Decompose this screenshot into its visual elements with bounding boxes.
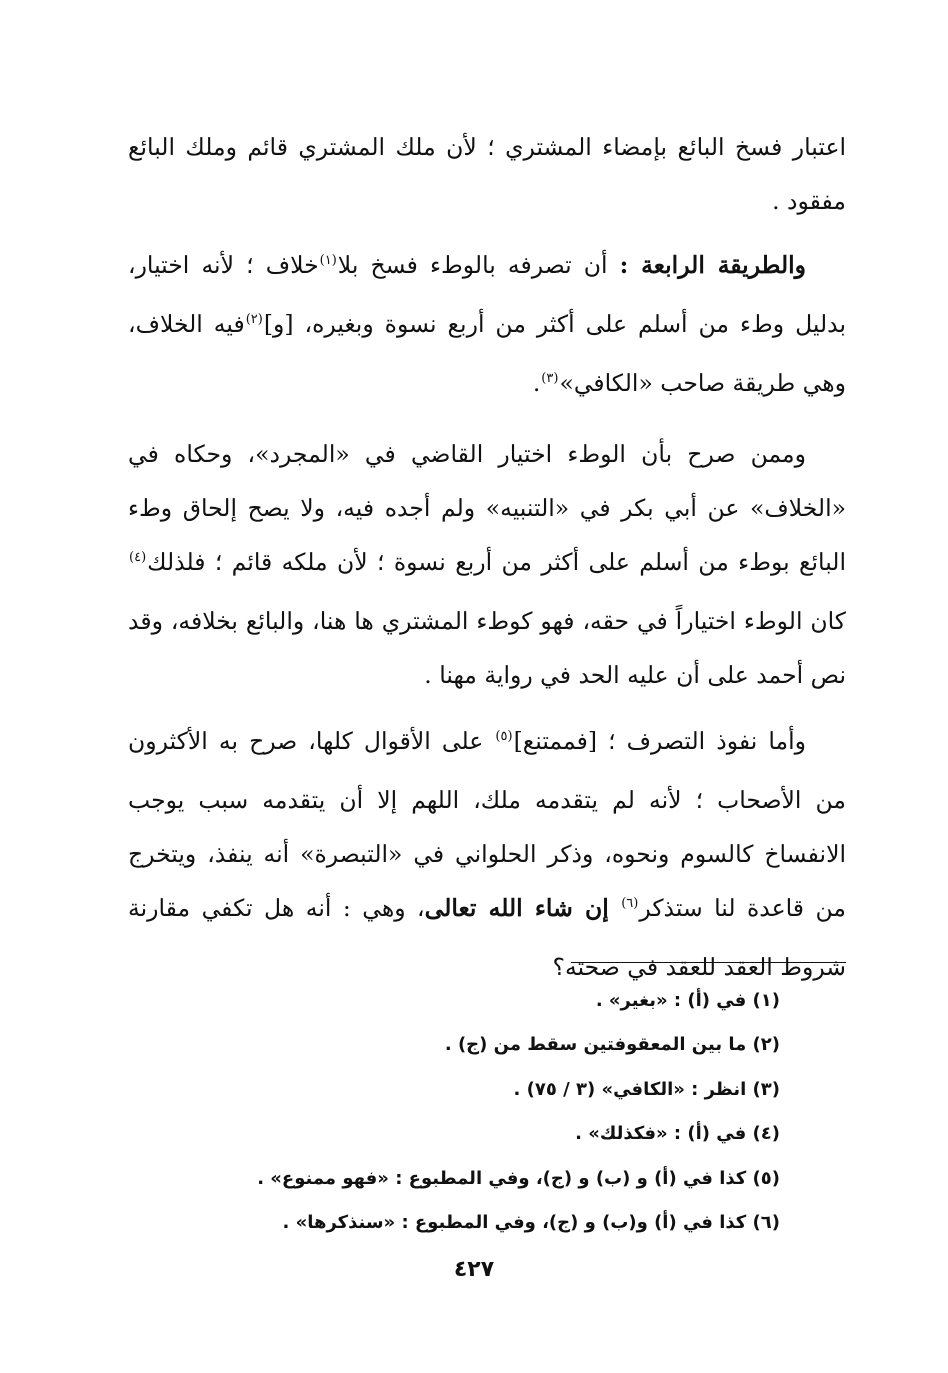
footnote-separator — [571, 962, 846, 963]
footnote-item: (٥) كذا في (أ) و (ب) و (ج)، وفي المطبوع : «فهو ممنوع» . — [257, 1167, 780, 1189]
footnote-item: (٣) انظر : «الكافي» (٣ / ٧٥) . — [513, 1078, 780, 1100]
page-number: ٤٢٧ — [453, 1257, 495, 1282]
text-run: كان الوطء اختياراً في حقه، فهو كوطء المشتري ها هنا، والبائع بخلافه، وقد نص أحمد على أن عليه الحد في رواية مهنا . — [128, 607, 846, 689]
text-run: وأما نفوذ التصرف ؛ [فممتنع] — [513, 727, 806, 755]
text-run: وممن صرح بأن الوطء اختيار القاضي في «المجرد»، وحكاه في «الخلاف» عن أبي بكر في «التنبيه» ولم أجده فيه، ولا يصح إلحاق وطء البائع بوطء من أسلم على أكثر من أربع نسوة ؛ لأن ملكه قائم ؛ فلذلك — [128, 440, 846, 576]
paragraph-execution — [128, 714, 846, 994]
footnote-ref[interactable]: (٤) — [129, 550, 147, 565]
text-run: ، وهي : أنه هل تكفي مقارنة شروط العقد للعقد في صحته؟ — [128, 894, 846, 981]
main-text — [128, 120, 846, 1006]
text-run: خلاف ؛ لأنه اختيار، بدليل وطء من أسلم على أكثر من أربع نسوة وبغيره، [و] — [128, 251, 846, 338]
text-run: أن تصرفه بالوطء فسخ بلا — [337, 251, 620, 279]
footnote-item: (٤) في (أ) : «فكذلك» . — [575, 1123, 780, 1145]
text-run: فيه الخلاف، وهي طريقة صاحب «الكافي» — [128, 310, 846, 397]
footnote-ref[interactable]: (١) — [319, 253, 337, 268]
text-run: . — [532, 369, 541, 397]
paragraph-wat-choice — [128, 427, 846, 702]
footnote-ref[interactable]: (٥) — [495, 729, 513, 744]
footnote-item: (٢) ما بين المعقوفتين سقط من (ج) . — [444, 1034, 780, 1056]
text-run-bold: إن شاء الله تعالى — [424, 894, 609, 922]
footnote-ref[interactable]: (٣) — [541, 371, 559, 386]
footnote-item: (١) في (أ) : «بغير» . — [595, 990, 780, 1011]
paragraph-lead: والطريقة الرابعة : — [619, 251, 806, 279]
footnotes — [140, 979, 780, 1245]
text-run: على الأقوال كلها، صرح به الأكثرون من الأصحاب ؛ لأنه لم يتقدمه ملك، اللهم إلا أن يتقدمه سبب يوجب الانفساخ كالسوم ونحوه، وذكر الحلواني في «التبصرة» أنه ينفذ، ويتخرج من قاعدة لنا ستذكر — [128, 727, 846, 922]
paragraph-fourth-method — [128, 238, 846, 415]
paragraph-continued: اعتبار فسخ البائع بإمضاء المشتري ؛ لأن ملك المشتري قائم وملك البائع مفقود . — [128, 133, 846, 215]
footnote-ref[interactable]: (٢) — [245, 312, 263, 327]
footnote-ref[interactable]: (٦) — [621, 896, 639, 911]
text-run — [609, 894, 620, 922]
footnote-item: (٦) كذا في (أ) و(ب) و (ج)، وفي المطبوع : «سنذكرها» . — [282, 1212, 780, 1234]
